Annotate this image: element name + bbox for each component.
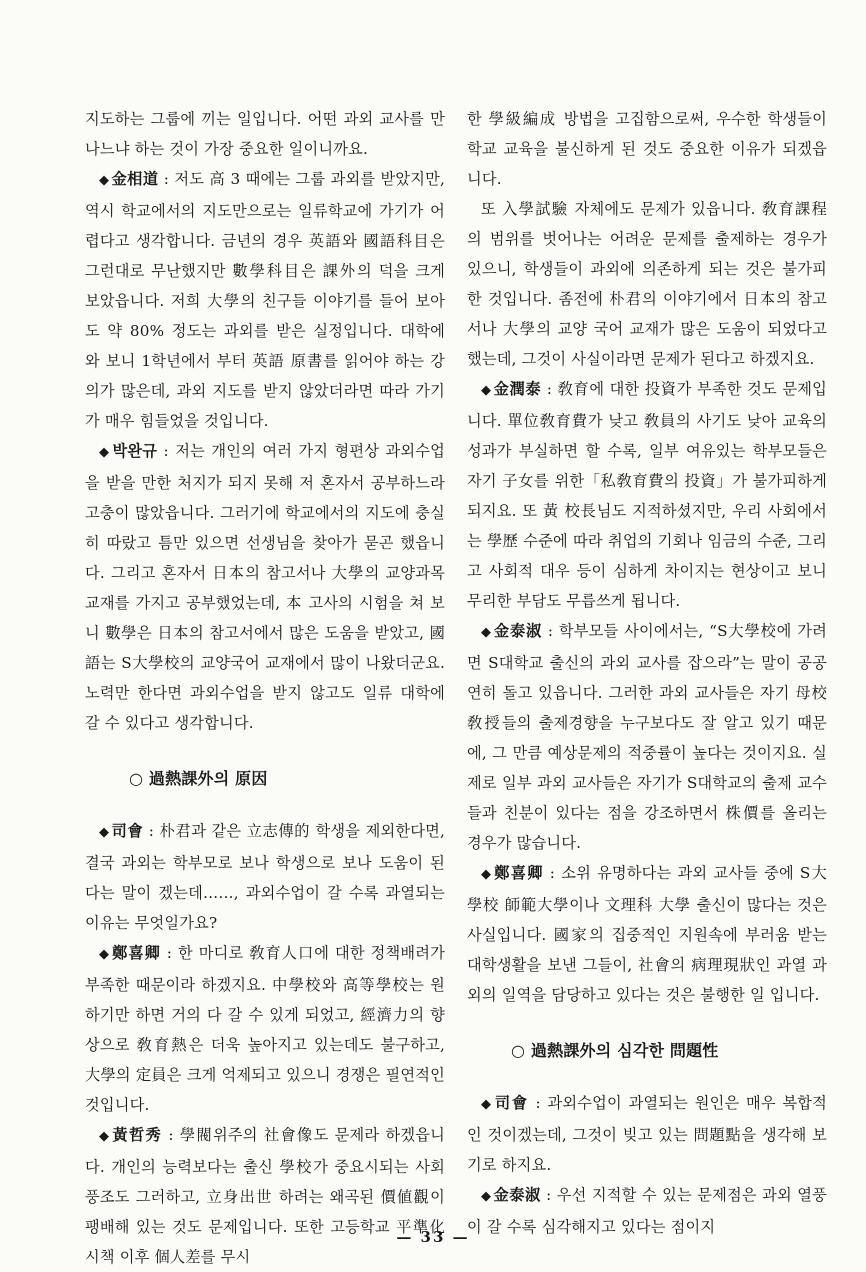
spacer <box>467 1066 827 1088</box>
speaker-name: 金相道 <box>111 170 159 188</box>
paragraph: 지도하는 그룹에 끼는 일입니다. 어떤 과외 교사를 만나느냐 하는 것이 가장 중요한 일이니까요. <box>85 110 445 158</box>
right-column <box>467 104 827 1242</box>
speech-text: 學閥위주의 社會像도 문제라 하겠읍니다. 개인의 능력보다는 출신 學校가 중요시되는 사회 풍조도 그러하고, 立身出世 하려는 왜곡된 價値觀이 팽배해 있는 것도 문제입니다. 또한 고등학교 平準化 시책 이후 個人差를 무시 <box>85 1126 445 1266</box>
speaker-name: 司會 <box>494 1094 529 1112</box>
diamond-bullet-icon: ◆ <box>99 445 111 460</box>
speech-text: 저도 高 3 때에는 그룹 과외를 받았지만, 역시 학교에서의 지도만으로는 일류학교에 가기가 어렵다고 생각합니다. 금년의 경우 英語와 國語科目은 그런대로 무난했지만 數學科目은 課外의 덕을 크게 보았읍니다. 저희 大學의 친구들 이야기를 들어 보아도 약 80% 정도는 과외를 받은 실정입니다. 대학에 와 보니 1학년에서 부터 英語 原書를 읽어야 하는 강의가 많은데, 과외 지도를 받지 않았더라면 따라 가기가 매우 힘들었을 것입니다. <box>85 170 446 430</box>
paragraph: 또 入學試驗 자체에도 문제가 있읍니다. 敎育課程의 범위를 벗어나는 어려운 문제를 출제하는 경우가 있으니, 학생들이 과외에 의존하게 되는 것은 불가피한 것입니다. 좀전에 朴君의 이야기에서 日本의 참고서나 大學의 교양 국어 교재가 많은 도움이 되었다고 했는데, 그것이 사실이라면 문제가 된다고 하겠지요. <box>467 200 827 368</box>
speaker-name: 金泰淑 <box>493 622 543 640</box>
spacer <box>85 794 445 816</box>
speaker-name: 金泰淑 <box>493 1186 541 1204</box>
paragraph: ◆ 黃哲秀 : 學閥위주의 社會像도 문제라 하겠읍니다. 개인의 능력보다는 출신 學校가 중요시되는 사회 풍조도 그러하고, 立身出世 하려는 왜곡된 價値觀이 팽배해 있는 것도 문제입니다. 또한 고등학교 平準化 시책 이후 個人差를 무시 <box>85 1126 445 1266</box>
page-number: — 33 — <box>396 1228 470 1246</box>
speech-text: 한 마디로 敎育人口에 대한 정책배려가 부족한 때문이라 하겠지요. 中學校와 高等學校는 원하기만 하면 거의 다 갈 수 있게 되었고, 經濟力의 향상으로 敎育熱은 더욱 높아지고 있는데도 불구하고, 大學의 定員은 크게 억제되고 있으니 경쟁은 필연적인 것입니다. <box>85 944 445 1114</box>
paragraph: ◆ 金相道 : 저도 高 3 때에는 그룹 과외를 받았지만, 역시 학교에서의 지도만으로는 일류학교에 가기가 어렵다고 생각합니다. 금년의 경우 英語와 國語科目은 그런대로 무난했지만 數學科目은 課外의 덕을 크게 보았읍니다. 저희 大學의 친구들 이야기를 들어 보아도 약 80% 정도는 과외를 받은 실정입니다. 대학에 와 보니 1학년에서 부터 英語 原書를 읽어야 하는 강의가 많은데, 과외 지도를 받지 않았더라면 따라 가기가 매우 힘들었을 것입니다. <box>85 170 446 430</box>
paragraph: ◆ 鄭喜卿 : 한 마디로 敎育人口에 대한 정책배려가 부족한 때문이라 하겠지요. 中學校와 高等學校는 원하기만 하면 거의 다 갈 수 있게 되었고, 經濟力의 향상으로 敎育熱은 더욱 높아지고 있는데도 불구하고, 大學의 定員은 크게 억제되고 있으니 경쟁은 필연적인 것입니다. <box>85 944 445 1114</box>
speaker-name: 鄭喜卿 <box>494 864 544 882</box>
paragraph: ◆ 박완규 : 저는 개인의 여러 가지 형편상 과외수업을 받을 만한 처지가 되지 못해 저 혼자서 공부하느라 고충이 많았읍니다. 그러기에 학교에서의 지도에 충실히 따랐고 틈만 있으면 선생님을 찾아가 묻곤 했읍니다. 그리고 혼자서 日本의 참고서나 大學의 교양과목 교재를 가지고 공부했었는데, 本 고사의 시험을 쳐 보니 數學은 日本의 참고서에서 많은 도움을 받았고, 國語는 S大學校의 교양국어 교재에서 많이 나왔더군요. 노력만 한다면 과외수업을 받지 않고도 일류 대학에 갈 수 있다고 생각합니다. <box>85 442 446 732</box>
speech-text: 과외수업이 과열되는 원인은 매우 복합적인 것이겠는데, 그것이 빚고 있는 問題點을 생각해 보기로 하지요. <box>467 1094 828 1174</box>
diamond-bullet-icon: ◆ <box>99 947 111 962</box>
speaker-name: 박완규 <box>112 442 158 460</box>
paragraph: ◆ 金泰淑 : 학부모들 사이에서는, “S大學校에 가려면 S대학교 출신의 과외 교사를 잡으라”는 말이 공공연히 돌고 있읍니다. 그러한 과외 교사들은 자기 母校 敎授들의 출제경향을 누구보다도 잘 알고 있기 때문에, 그 만큼 예상문제의 적중률이 높다는 것이지요. 실제로 일부 과외 교사들은 자기가 S대학교의 출제 교수들과 친분이 있다는 점을 강조하면서 株價를 올리는 경우가 많습니다. <box>467 622 827 852</box>
speech-text: 학부모들 사이에서는, “S大學校에 가려면 S대학교 출신의 과외 교사를 잡으라”는 말이 공공연히 돌고 있읍니다. 그러한 과외 교사들은 자기 母校 敎授들의 출제경향을 누구보다도 잘 알고 있기 때문에, 그 만큼 예상문제의 적중률이 높다는 것이지요. 실제로 일부 과외 교사들은 자기가 S대학교의 출제 교수들과 친분이 있다는 점을 강조하면서 株價를 올리는 경우가 많습니다. <box>467 622 827 852</box>
speech-text: 敎育에 대한 投資가 부족한 것도 문제입니다. 單位敎育費가 낮고 敎員의 사기도 낮아 교육의 성과가 부실하면 할 수록, 일부 여유있는 학부모들은 자기 子女를 위한「私敎育費의 投資」가 불가피하게 되지요. 또 黃 校長님도 지적하셨지만, 우리 사회에서는 學歷 수준에 따라 취업의 기회나 임금의 수준, 그리고 사회적 대우 등이 심하게 차이지는 현상이고 보니 무리한 부담도 무릅쓰게 됩니다. <box>467 380 827 610</box>
speaker-name: 鄭喜卿 <box>112 944 161 962</box>
diamond-bullet-icon: ◆ <box>481 867 493 882</box>
diamond-bullet-icon: ◆ <box>99 825 110 840</box>
diamond-bullet-icon: ◆ <box>99 1129 111 1144</box>
paragraph: ◆ 金潤泰 : 敎育에 대한 投資가 부족한 것도 문제입니다. 單位敎育費가 낮고 敎員의 사기도 낮아 교육의 성과가 부실하면 할 수록, 일부 여유있는 학부모들은 자기 子女를 위한「私敎育費의 投資」가 불가피하게 되지요. 또 黃 校長님도 지적하셨지만, 우리 사회에서는 學歷 수준에 따라 취업의 기회나 임금의 수준, 그리고 사회적 대우 등이 심하게 차이지는 현상이고 보니 무리한 부담도 무릅쓰게 됩니다. <box>467 380 827 610</box>
paragraph: ◆ 金泰淑 : 우선 지적할 수 있는 문제점은 과외 열풍이 갈 수록 심각해지고 있다는 점이지 <box>467 1186 827 1236</box>
speech-text: 소위 유명하다는 과외 교사들 중에 S大學校 師範大學이나 文理科 大學 출신이 많다는 것은 사실입니다. 國家의 집중적인 지원속에 부러움 받는 대학생활을 보낸 그들이, 社會의 病理現狀인 과열 과외의 일역을 담당하고 있다는 것은 불행한 일 입니다. <box>467 864 828 1004</box>
diamond-bullet-icon: ◆ <box>481 1097 493 1112</box>
spacer <box>467 1010 827 1036</box>
diamond-bullet-icon: ◆ <box>99 173 110 188</box>
speech-text: 朴君과 같은 立志傳的 학생을 제외한다면, 결국 과외는 학부모로 보나 학생으로 보나 도움이 된다는 말이 겠는데……, 과외수업이 갈 수록 과열되는 이유는 무엇일가요? <box>85 822 446 932</box>
spacer <box>85 738 445 764</box>
paragraph: ◆ 司會 : 과외수업이 과열되는 원인은 매우 복합적인 것이겠는데, 그것이 빚고 있는 問題點을 생각해 보기로 하지요. <box>467 1094 828 1174</box>
speaker-name: 黃哲秀 <box>112 1126 163 1144</box>
section-heading: ○ 過熱課外의 原因 <box>129 769 268 788</box>
diamond-bullet-icon: ◆ <box>481 625 492 640</box>
left-column <box>85 104 445 1272</box>
speech-text: 저는 개인의 여러 가지 형편상 과외수업을 받을 만한 처지가 되지 못해 저 혼자서 공부하느라 고충이 많았읍니다. 그러기에 학교에서의 지도에 충실히 따랐고 틈만 있으면 선생님을 찾아가 묻곤 했읍니다. 그리고 혼자서 日本의 참고서나 大學의 교양과목 교재를 가지고 공부했었는데, 本 고사의 시험을 쳐 보니 數學은 日本의 참고서에서 많은 도움을 받았고, 國語는 S大學校의 교양국어 교재에서 많이 나왔더군요. 노력만 한다면 과외수업을 받지 않고도 일류 대학에 갈 수 있다고 생각합니다. <box>85 442 446 732</box>
paragraph: ◆ 鄭喜卿 : 소위 유명하다는 과외 교사들 중에 S大學校 師範大學이나 文理科 大學 출신이 많다는 것은 사실입니다. 國家의 집중적인 지원속에 부러움 받는 대학생활을 보낸 그들이, 社會의 病理現狀인 과열 과외의 일역을 담당하고 있다는 것은 불행한 일 입니다. <box>467 864 828 1004</box>
diamond-bullet-icon: ◆ <box>481 383 492 398</box>
diamond-bullet-icon: ◆ <box>481 1189 492 1204</box>
speaker-name: 司會 <box>111 822 144 840</box>
section-heading: ○ 過熱課外의 심각한 問題性 <box>511 1041 719 1060</box>
paragraph: 한 學級編成 방법을 고집함으로써, 우수한 학생들이 학교 교육을 불신하게 된 것도 중요한 이유가 되겠읍니다. <box>467 110 827 188</box>
paragraph: ◆ 司會 : 朴君과 같은 立志傳的 학생을 제외한다면, 결국 과외는 학부모로 보나 학생으로 보나 도움이 된다는 말이 겠는데……, 과외수업이 갈 수록 과열되는 이유는 무엇일가요? <box>85 822 446 932</box>
speech-text: 우선 지적할 수 있는 문제점은 과외 열풍이 갈 수록 심각해지고 있다는 점이지 <box>467 1186 827 1236</box>
speaker-name: 金潤泰 <box>493 380 542 398</box>
